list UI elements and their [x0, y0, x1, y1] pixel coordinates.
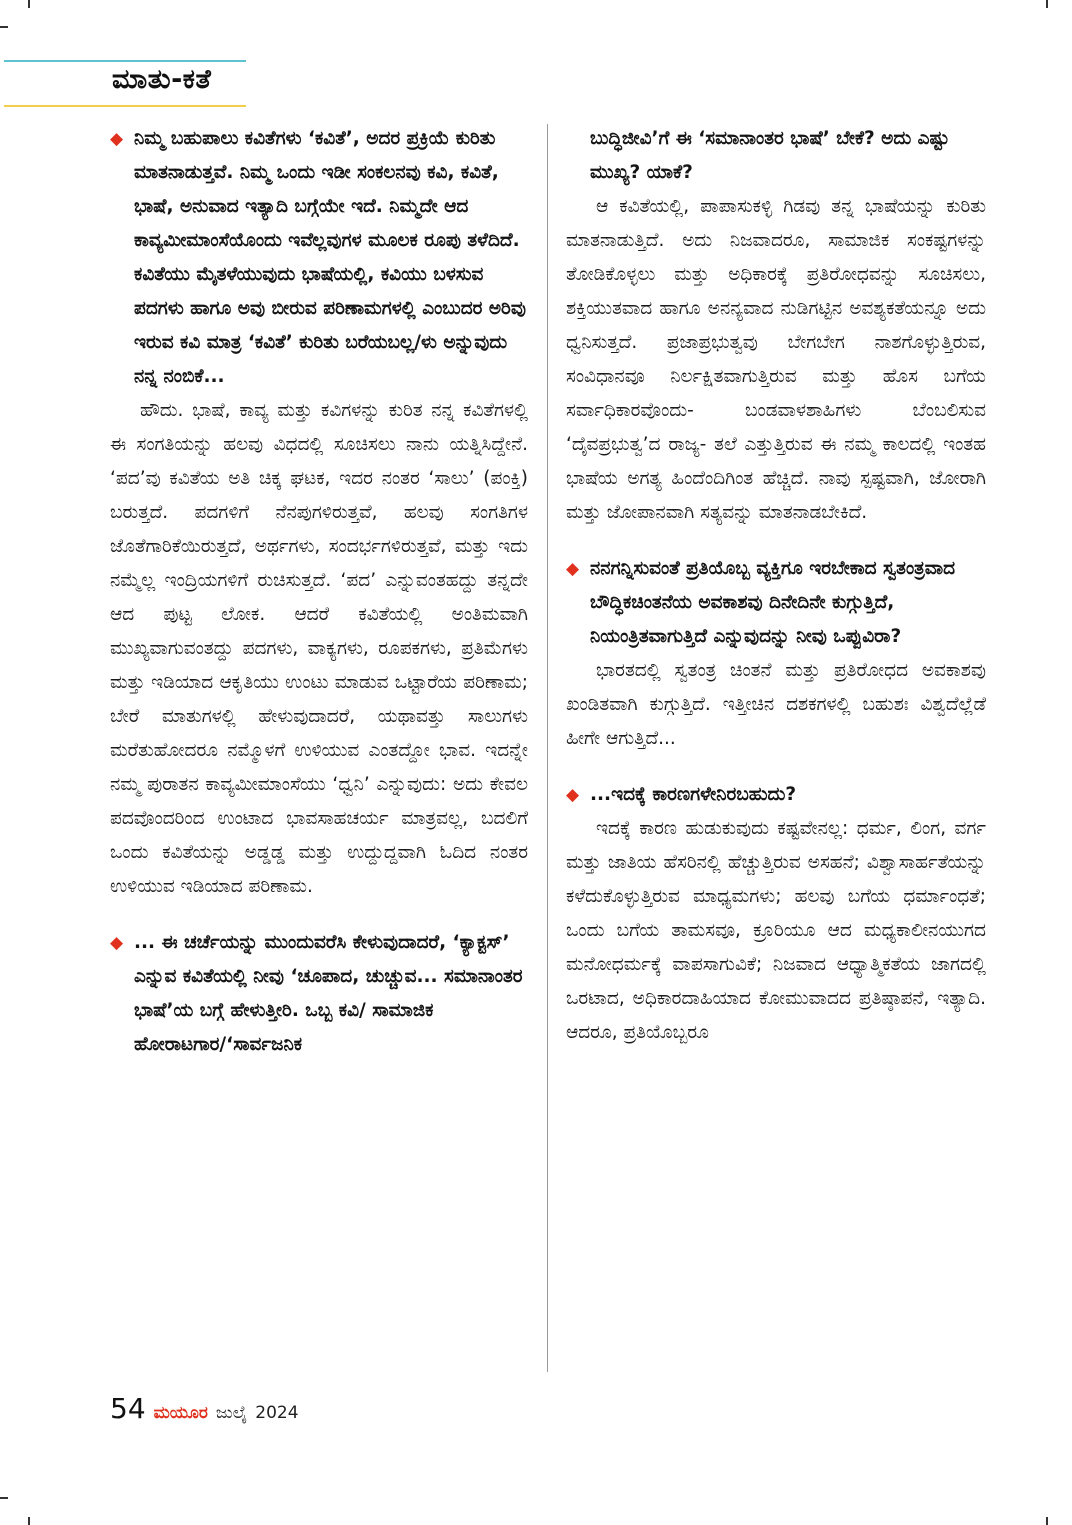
question-2	[110, 926, 528, 1062]
question-2-continued-text: ಬುದ್ಧಿಜೀವಿ’ಗೆ ಈ ‘ಸಮಾನಾಂತರ ಭಾಷೆ’ ಬೇಕೆ? ಅದು ಎಷ್ಟು ಮುಖ್ಯ? ಯಾಕೆ?	[590, 128, 950, 183]
answer-3: ಭಾರತದಲ್ಲಿ ಸ್ವತಂತ್ರ ಚಿಂತನೆ ಮತ್ತು ಪ್ರತಿರೋಧದ ಅವಕಾಶವು ಖಂಡಿತವಾಗಿ ಕುಗ್ಗುತ್ತಿದೆ. ಇತ್ತೀಚಿನ ದಶಕಗಳಲ್ಲಿ ಬಹುಶಃ ವಿಶ್ವದೆಲ್ಲೆಡೆ ಹೀಗೇ ಆಗುತ್ತಿದೆ...	[566, 660, 986, 749]
answer-4: ಇದಕ್ಕೆ ಕಾರಣ ಹುಡುಕುವುದು ಕಷ್ಟವೇನಲ್ಲ: ಧರ್ಮ, ಲಿಂಗ, ವರ್ಗ ಮತ್ತು ಜಾತಿಯ ಹೆಸರಿನಲ್ಲಿ ಹೆಚ್ಚುತ್ತಿರುವ ಅಸಹನೆ; ವಿಶ್ವಾಸಾರ್ಹತೆಯನ್ನು ಕಳೆದುಕೊಳ್ಳುತ್ತಿರುವ ಮಾಧ್ಯಮಗಳು; ಹಲವು ಬಗೆಯ ಧರ್ಮಾಂಧತೆ; ಒಂದು ಬಗೆಯ ತಾಮಸವೂ, ಕ್ರೂರಿಯೂ ಆದ ಮಧ್ಯಕಾಲೀನಯುಗದ ಮನೋಧರ್ಮಕ್ಕೆ ವಾಪಸಾಗುವಿಕೆ; ನಿಜವಾದ ಆಧ್ಯಾತ್ಮಿಕತೆಯ ಜಾಗದಲ್ಲಿ ಒರಟಾದ, ಅಧಿಕಾರದಾಹಿಯಾದ ಕೋಮುವಾದದ ಪ್ರತಿಷ್ಠಾಪನೆ, ಇತ್ಯಾದಿ. ಆದರೂ, ಪ್ರತಿಯೊಬ್ಬರೂ	[566, 818, 986, 1043]
column-divider	[547, 124, 548, 1372]
header-rule-cyan	[4, 60, 246, 62]
page-number: 54	[110, 1392, 146, 1425]
left-column	[110, 122, 528, 1062]
section-title: ಮಾತು-ಕತೆ	[112, 64, 212, 95]
crop-mark-bottom-right	[1046, 1517, 1048, 1525]
red-diamond-bullet-icon: ◆	[566, 559, 580, 579]
issue-year: 2024	[255, 1403, 299, 1423]
crop-mark-left-lower	[0, 1497, 8, 1499]
header-rule-yellow	[4, 105, 246, 107]
question-2-continued	[566, 122, 986, 190]
page-footer	[110, 1392, 299, 1425]
question-4	[566, 778, 986, 812]
question-1-text: ನಿಮ್ಮ ಬಹುಪಾಲು ಕವಿತೆಗಳು ‘ಕವಿತೆ’, ಅದರ ಪ್ರಕ್ರಿಯೆ ಕುರಿತು ಮಾತನಾಡುತ್ತವೆ. ನಿಮ್ಮ ಒಂದು ಇಡೀ ಸಂಕಲನವು ಕವಿ, ಕವಿತೆ, ಭಾಷೆ, ಅನುವಾದ ಇತ್ಯಾದಿ ಬಗ್ಗೆಯೇ ಇದೆ. ನಿಮ್ಮದೇ ಆದ ಕಾವ್ಯಮೀಮಾಂಸೆಯೊಂದು ಇವೆಲ್ಲವುಗಳ ಮೂಲಕ ರೂಪು ತಳೆದಿದೆ. ಕವಿತೆಯು ಮೈತಳೆಯುವುದು ಭಾಷೆಯಲ್ಲಿ, ಕವಿಯು ಬಳಸುವ ಪದಗಳು ಹಾಗೂ ಅವು ಬೀರುವ ಪರಿಣಾಮಗಳಲ್ಲಿ ಎಂಬುದರ ಅರಿವು ಇರುವ ಕವಿ ಮಾತ್ರ ‘ಕವಿತೆ’ ಕುರಿತು ಬರೆಯಬಲ್ಲ/ಳು ಅನ್ನುವುದು ನನ್ನ ನಂಬಿಕೆ...	[134, 128, 526, 387]
question-1	[110, 122, 528, 394]
question-4-text: ...ಇದಕ್ಕೆ ಕಾರಣಗಳೇನಿರಬಹುದು?	[590, 784, 797, 805]
red-diamond-bullet-icon: ◆	[110, 933, 124, 953]
right-column	[566, 122, 986, 1050]
red-diamond-bullet-icon: ◆	[110, 129, 124, 149]
answer-2: ಆ ಕವಿತೆಯಲ್ಲಿ, ಪಾಪಾಸುಕಳ್ಳಿ ಗಿಡವು ತನ್ನ ಭಾಷೆಯನ್ನು ಕುರಿತು ಮಾತನಾಡುತ್ತಿದೆ. ಅದು ನಿಜವಾದರೂ, ಸಾಮಾಜಿಕ ಸಂಕಷ್ಟಗಳನ್ನು ತೋಡಿಕೊಳ್ಳಲು ಮತ್ತು ಅಧಿಕಾರಕ್ಕೆ ಪ್ರತಿರೋಧವನ್ನು ಸೂಚಿಸಲು, ಶಕ್ತಿಯುತವಾದ ಹಾಗೂ ಅನನ್ಯವಾದ ನುಡಿಗಟ್ಟಿನ ಅವಶ್ಯಕತೆಯನ್ನೂ ಅದು ಧ್ವನಿಸುತ್ತದೆ. ಪ್ರಜಾಪ್ರಭುತ್ವವು ಬೇಗಬೇಗ ನಾಶಗೊಳ್ಳುತ್ತಿರುವ, ಸಂವಿಧಾನವೂ ನಿರ್ಲಕ್ಷಿತವಾಗುತ್ತಿರುವ ಮತ್ತು ಹೊಸ ಬಗೆಯ ಸರ್ವಾಧಿಕಾರವೊಂದು- ಬಂಡವಾಳಶಾಹಿಗಳು ಬೆಂಬಲಿಸುವ ‘ದೈವಪ್ರಭುತ್ವ’ದ ರಾಜ್ಯ- ತಲೆ ಎತ್ತುತ್ತಿರುವ ಈ ನಮ್ಮ ಕಾಲದಲ್ಲಿ ಇಂತಹ ಭಾಷೆಯ ಅಗತ್ಯ ಹಿಂದೆಂದಿಗಿಂತ ಹೆಚ್ಚಿದೆ. ನಾವು ಸ್ಪಷ್ಟವಾಗಿ, ಜೋರಾಗಿ ಮತ್ತು ಜೋಪಾನವಾಗಿ ಸತ್ಯವನ್ನು ಮಾತನಾಡಬೇಕಿದೆ.	[566, 196, 986, 523]
crop-mark-top-right	[1046, 0, 1048, 8]
question-3-text: ನನಗನ್ನಿಸುವಂತೆ ಪ್ರತಿಯೊಬ್ಬ ವ್ಯಕ್ತಿಗೂ ಇರಬೇಕಾದ ಸ್ವತಂತ್ರವಾದ ಬೌದ್ಧಿಕಚಿಂತನೆಯ ಅವಕಾಶವು ದಿನೇದಿನೇ ಕುಗ್ಗುತ್ತಿದೆ, ನಿಯಂತ್ರಿತವಾಗುತ್ತಿದೆ ಎನ್ನುವುದನ್ನು ನೀವು ಒಪ್ಪುವಿರಾ?	[590, 558, 956, 647]
issue-month: ಜುಲೈ	[215, 1403, 248, 1423]
crop-mark-top-left	[28, 0, 30, 8]
answer-1: ಹೌದು. ಭಾಷೆ, ಕಾವ್ಯ ಮತ್ತು ಕವಿಗಳನ್ನು ಕುರಿತ ನನ್ನ ಕವಿತೆಗಳಲ್ಲಿ ಈ ಸಂಗತಿಯನ್ನು ಹಲವು ವಿಧದಲ್ಲಿ ಸೂಚಿಸಲು ನಾನು ಯತ್ನಿಸಿದ್ದೇನೆ. ‘ಪದ’ವು ಕವಿತೆಯ ಅತಿ ಚಿಕ್ಕ ಘಟಕ, ಇದರ ನಂತರ ‘ಸಾಲು’ (ಪಂಕ್ತಿ) ಬರುತ್ತದೆ. ಪದಗಳಿಗೆ ನೆನಪುಗಳಿರುತ್ತವೆ, ಹಲವು ಸಂಗತಿಗಳ ಜೊತೆಗಾರಿಕೆಯಿರುತ್ತದೆ, ಅರ್ಥಗಳು, ಸಂದರ್ಭಗಳಿರುತ್ತವೆ, ಮತ್ತು ಇದು ನಮ್ಮೆಲ್ಲ ಇಂದ್ರಿಯಗಳಿಗೆ ರುಚಿಸುತ್ತದೆ. ‘ಪದ’ ಎನ್ನುವಂತಹದ್ದು ತನ್ನದೇ ಆದ ಪುಟ್ಟ ಲೋಕ. ಆದರೆ ಕವಿತೆಯಲ್ಲಿ ಅಂತಿಮವಾಗಿ ಮುಖ್ಯವಾಗುವಂತದ್ದು ಪದಗಳು, ವಾಕ್ಯಗಳು, ರೂಪಕಗಳು, ಪ್ರತಿಮೆಗಳು ಮತ್ತು ಇಡಿಯಾದ ಆಕೃತಿಯು ಉಂಟು ಮಾಡುವ ಒಟ್ಟಾರೆಯ ಪರಿಣಾಮ; ಬೇರೆ ಮಾತುಗಳಲ್ಲಿ ಹೇಳುವುದಾದರೆ, ಯಥಾವತ್ತು ಸಾಲುಗಳು ಮರೆತುಹೋದರೂ ನಮ್ಮೊಳಗೆ ಉಳಿಯುವ ಎಂತದ್ದೋ ಭಾವ. ಇದನ್ನೇ ನಮ್ಮ ಪುರಾತನ ಕಾವ್ಯಮೀಮಾಂಸೆಯು ‘ಧ್ವನಿ’ ಎನ್ನುವುದು: ಅದು ಕೇವಲ ಪದವೊಂದರಿಂದ ಉಂಟಾದ ಭಾವಸಾಹಚರ್ಯ ಮಾತ್ರವಲ್ಲ, ಬದಲಿಗೆ ಒಂದು ಕವಿತೆಯನ್ನು ಅಡ್ಡಡ್ಡ ಮತ್ತು ಉದ್ದುದ್ದವಾಗಿ ಓದಿದ ನಂತರ ಉಳಿಯುವ ಇಡಿಯಾದ ಪರಿಣಾಮ.	[110, 400, 528, 897]
crop-mark-bottom-left	[28, 1517, 30, 1525]
red-diamond-bullet-icon: ◆	[566, 785, 580, 805]
crop-mark-left-upper	[0, 26, 8, 28]
question-2-text: ... ಈ ಚರ್ಚೆಯನ್ನು ಮುಂದುವರೆಸಿ ಕೇಳುವುದಾದರೆ, ‘ಕ್ಯಾಕ್ಟಸ್’ ಎನ್ನುವ ಕವಿತೆಯಲ್ಲಿ ನೀವು ‘ಚೂಪಾದ, ಚುಚ್ಚುವ... ಸಮಾನಾಂತರ ಭಾಷೆ’ಯ ಬಗ್ಗೆ ಹೇಳುತ್ತೀರಿ. ಒಬ್ಬ ಕವಿ/ ಸಾಮಾಜಿಕ ಹೋರಾಟಗಾರ/‘ಸಾರ್ವಜನಿಕ	[134, 932, 523, 1055]
magazine-logo: ಮಯೂರ	[153, 1403, 208, 1423]
question-3	[566, 552, 986, 654]
